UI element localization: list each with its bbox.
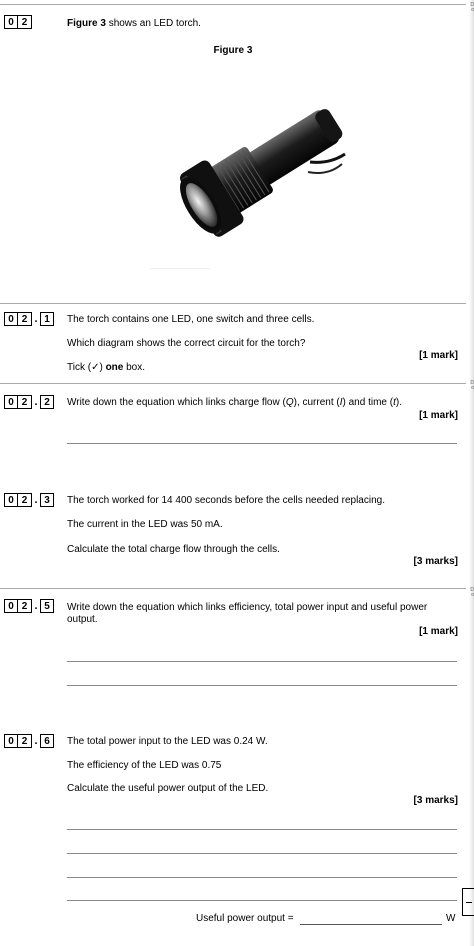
question-number: 0 2 . 2 (4, 395, 54, 409)
answer-label: Useful power output = (196, 913, 294, 924)
marks-label: [3 marks] (413, 795, 458, 806)
question-text: The current in the LED was 50 mA. (67, 519, 223, 530)
question-text: The torch worked for 14 400 seconds before the cells needed replacing. (67, 495, 385, 506)
question-text: Write down the equation which links efficiency, total power input and useful power (67, 602, 428, 613)
marks-label: [1 mark] (419, 350, 458, 361)
tick-instruction: Tick (✓) one box. (67, 362, 146, 373)
margin-note: D o (470, 2, 474, 13)
question-number: 0 2 . 3 (4, 493, 54, 507)
question-text: Calculate the useful power output of the LED. (67, 783, 269, 794)
answer-line[interactable] (67, 661, 457, 662)
question-text: Which diagram shows the correct circuit for the torch? (67, 338, 306, 349)
image-shadow (150, 268, 210, 269)
margin-note: D o (470, 587, 474, 598)
figure-title: Figure 3 (213, 45, 253, 56)
divider (0, 588, 466, 589)
divider (0, 4, 466, 5)
question-number: 0 2 . 1 (4, 312, 54, 326)
answer-field[interactable] (300, 924, 442, 925)
question-text: The total power input to the LED was 0.24 W. (67, 736, 268, 747)
marks-label: [3 marks] (413, 556, 458, 567)
question-text: Calculate the total charge flow through the cells. (67, 544, 280, 555)
question-number: 0 2 (4, 15, 32, 29)
question-number: 0 2 . 5 (4, 599, 54, 613)
question-text: The torch contains one LED, one switch and three cells. (67, 314, 315, 325)
question-text: The efficiency of the LED was 0.75 (67, 760, 222, 771)
margin-box (462, 888, 474, 916)
answer-line[interactable] (67, 853, 457, 854)
answer-line[interactable] (67, 685, 457, 686)
page-edge (469, 0, 474, 946)
answer-line[interactable] (67, 900, 457, 901)
answer-line[interactable] (67, 877, 457, 878)
led-torch-image (160, 92, 360, 252)
marks-label: [1 mark] (419, 410, 458, 421)
answer-line[interactable] (67, 443, 457, 444)
answer-line[interactable] (67, 829, 457, 830)
question-text: Write down the equation which links charge flow (Q), current (I) and time (t). (67, 397, 402, 408)
question-intro: Figure 3 shows an LED torch. (67, 18, 201, 29)
divider (0, 383, 466, 384)
margin-note: D o (470, 380, 474, 391)
question-number: 0 2 . 6 (4, 734, 54, 748)
question-text: output. (67, 614, 98, 625)
divider (0, 303, 466, 304)
marks-label: [1 mark] (419, 626, 458, 637)
answer-unit: W (446, 913, 456, 924)
